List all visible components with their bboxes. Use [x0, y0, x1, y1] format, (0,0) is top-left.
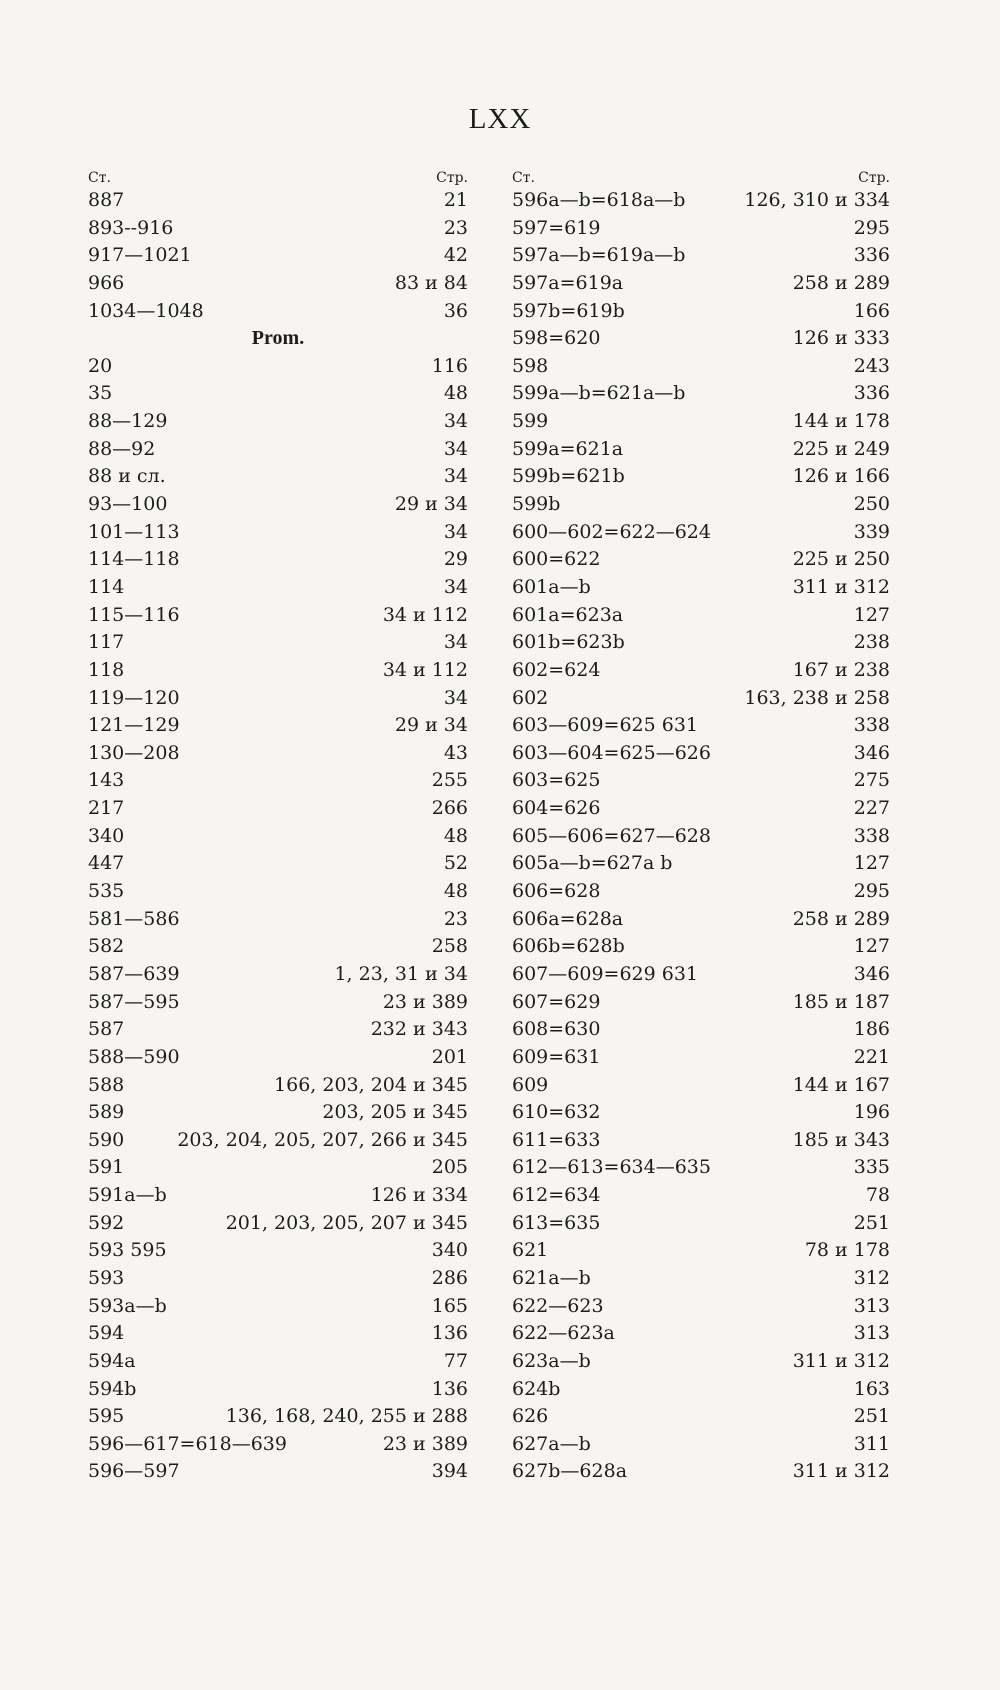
page-references: 48 — [443, 880, 468, 903]
right-index-column — [512, 170, 890, 1486]
index-row — [512, 1431, 890, 1459]
index-entry: 966 — [88, 271, 125, 294]
index-row — [88, 602, 468, 630]
page-references: 251 — [853, 1405, 890, 1428]
index-entry: 589 — [88, 1101, 125, 1124]
index-row — [88, 353, 468, 381]
index-row — [88, 546, 468, 574]
index-row — [88, 298, 468, 326]
page-references: 127 — [853, 603, 890, 626]
index-row — [88, 408, 468, 436]
index-entry: 88 и сл. — [88, 465, 166, 488]
page-references: 286 — [431, 1266, 468, 1289]
page-references: 225 и 249 — [792, 437, 890, 460]
index-row — [512, 1348, 890, 1376]
index-entry: 601a—b — [512, 575, 591, 598]
page-references: 221 — [853, 1045, 890, 1068]
page-references: 127 — [853, 935, 890, 958]
index-row — [512, 961, 890, 989]
index-row — [88, 1458, 468, 1486]
index-row — [512, 1099, 890, 1127]
index-row — [512, 1210, 890, 1238]
index-row — [88, 1293, 468, 1321]
index-entry: 588—590 — [88, 1045, 180, 1068]
index-row — [512, 906, 890, 934]
index-row — [88, 1044, 468, 1072]
page-references: 136 — [431, 1322, 468, 1345]
index-entry: 624b — [512, 1377, 561, 1400]
page-references: 311 и 312 — [792, 1460, 890, 1483]
index-entry: 604=626 — [512, 797, 601, 820]
page-references: 203, 205 и 345 — [322, 1101, 468, 1124]
page-references: 34 и 112 — [382, 603, 468, 626]
page-references: 34 — [443, 575, 468, 598]
page-references: 34 и 112 — [382, 658, 468, 681]
index-entry: 143 — [88, 769, 125, 792]
index-row — [88, 1431, 468, 1459]
index-row — [512, 1293, 890, 1321]
page-references: 43 — [443, 741, 468, 764]
index-entry: 587—595 — [88, 990, 180, 1013]
page-references: 23 — [443, 216, 468, 239]
page-references: 312 — [853, 1266, 890, 1289]
page-references: 29 и 34 — [394, 714, 468, 737]
index-entry: 597=619 — [512, 216, 601, 239]
index-entry: 119—120 — [88, 686, 180, 709]
index-row — [88, 685, 468, 713]
index-row — [88, 795, 468, 823]
index-entry: 600—602=622—624 — [512, 520, 711, 543]
page-references: 196 — [853, 1101, 890, 1124]
page-references: 36 — [443, 299, 468, 322]
index-row — [512, 436, 890, 464]
index-entry: 594 — [88, 1322, 125, 1345]
index-row — [88, 574, 468, 602]
index-row — [88, 187, 468, 215]
index-row — [88, 1403, 468, 1431]
index-row — [88, 1154, 468, 1182]
index-entry: 623a—b — [512, 1349, 591, 1372]
page-references: 78 — [865, 1184, 890, 1207]
index-row — [88, 215, 468, 243]
index-row — [88, 270, 468, 298]
index-entry: 601b=623b — [512, 631, 625, 654]
index-row — [512, 657, 890, 685]
index-row — [512, 574, 890, 602]
index-row — [88, 242, 468, 270]
index-row — [512, 519, 890, 547]
index-entry: 621a—b — [512, 1266, 591, 1289]
index-row — [512, 1458, 890, 1486]
page-references: 251 — [853, 1211, 890, 1234]
page-references: 23 и 389 — [382, 1432, 468, 1455]
page-references: 116 — [431, 354, 468, 377]
index-entry: 608=630 — [512, 1018, 601, 1041]
page-references: 250 — [853, 493, 890, 516]
index-entry: 597a—b=619a—b — [512, 244, 686, 267]
index-row — [512, 1154, 890, 1182]
index-entry: 606=628 — [512, 880, 601, 903]
index-entry: 593a—b — [88, 1294, 167, 1317]
page-references: 166 — [853, 299, 890, 322]
index-row — [88, 989, 468, 1017]
index-row — [88, 1265, 468, 1293]
page-references: 258 и 289 — [792, 271, 890, 294]
page-references: 339 — [853, 520, 890, 543]
index-row — [512, 463, 890, 491]
index-row — [512, 712, 890, 740]
index-row — [88, 933, 468, 961]
index-row — [512, 298, 890, 326]
index-row — [88, 850, 468, 878]
index-row — [512, 270, 890, 298]
index-entry: 595 — [88, 1405, 125, 1428]
section-heading: Prom. — [251, 327, 305, 350]
page-references: 83 и 84 — [394, 271, 468, 294]
index-entry: 130—208 — [88, 741, 180, 764]
page-references: 205 — [431, 1156, 468, 1179]
index-entry: 603—604=625—626 — [512, 741, 711, 764]
index-row — [512, 353, 890, 381]
index-entry: 594b — [88, 1377, 137, 1400]
page-references: 185 и 343 — [792, 1128, 890, 1151]
page-references: 78 и 178 — [804, 1239, 890, 1262]
index-row — [88, 629, 468, 657]
index-row — [88, 657, 468, 685]
column-header — [512, 170, 890, 186]
index-entry: 101—113 — [88, 520, 180, 543]
page-references: 201, 203, 205, 207 и 345 — [225, 1211, 468, 1234]
index-row — [512, 408, 890, 436]
index-row — [512, 242, 890, 270]
index-entry: 917—1021 — [88, 244, 192, 267]
page-references: 338 — [853, 824, 890, 847]
index-row — [512, 629, 890, 657]
index-entry: 606b=628b — [512, 935, 625, 958]
index-row — [512, 546, 890, 574]
index-entry: 598 — [512, 354, 549, 377]
index-entry: 611=633 — [512, 1128, 601, 1151]
index-entry: 610=632 — [512, 1101, 601, 1124]
page-references: 126 и 334 — [370, 1184, 468, 1207]
page-references: 311 — [853, 1432, 890, 1455]
index-entry: 535 — [88, 880, 125, 903]
page-references: 29 и 34 — [394, 493, 468, 516]
index-entry: 587—639 — [88, 962, 180, 985]
page-references: 258 и 289 — [792, 907, 890, 930]
index-row — [512, 1072, 890, 1100]
index-entry: 627b—628a — [512, 1460, 628, 1483]
page-references: 346 — [853, 741, 890, 764]
index-row — [88, 519, 468, 547]
index-entry: 118 — [88, 658, 125, 681]
index-entry: 601a=623a — [512, 603, 624, 626]
index-row — [512, 740, 890, 768]
page-references: 311 и 312 — [792, 575, 890, 598]
index-entry: 598=620 — [512, 327, 601, 350]
index-entry: 340 — [88, 824, 125, 847]
page-references: 163 — [853, 1377, 890, 1400]
index-entry: 115—116 — [88, 603, 180, 626]
page-references: 258 — [431, 935, 468, 958]
index-row — [88, 878, 468, 906]
index-entry: 599a=621a — [512, 437, 624, 460]
page-references: 311 и 312 — [792, 1349, 890, 1372]
column-header-entry: Ст. — [512, 170, 535, 186]
page-references: 34 — [443, 465, 468, 488]
index-entry: 587 — [88, 1018, 125, 1041]
index-row — [88, 491, 468, 519]
index-row — [88, 961, 468, 989]
column-header-pages: Стр. — [858, 170, 890, 186]
page-references: 295 — [853, 216, 890, 239]
index-row — [88, 823, 468, 851]
index-row — [88, 740, 468, 768]
index-row — [512, 187, 890, 215]
page-references: 313 — [853, 1294, 890, 1317]
index-row — [512, 491, 890, 519]
index-entry: 603—609=625 631 — [512, 714, 699, 737]
index-entry: 602 — [512, 686, 549, 709]
index-row — [512, 215, 890, 243]
page-references: 48 — [443, 824, 468, 847]
page-references: 185 и 187 — [792, 990, 890, 1013]
page-references: 336 — [853, 382, 890, 405]
page-references: 34 — [443, 686, 468, 709]
page-references: 21 — [443, 189, 468, 211]
index-entry: 599b=621b — [512, 465, 625, 488]
page-references: 225 и 250 — [792, 548, 890, 571]
index-entry: 593 595 — [88, 1239, 167, 1262]
index-entry: 622—623a — [512, 1322, 615, 1345]
index-entry: 612—613=634—635 — [512, 1156, 711, 1179]
index-row — [512, 1237, 890, 1265]
index-row — [88, 1127, 468, 1155]
page-references: 201 — [431, 1045, 468, 1068]
index-entry: 217 — [88, 797, 125, 820]
index-entry: 599b — [512, 493, 561, 516]
page-references: 338 — [853, 714, 890, 737]
page-references: 34 — [443, 410, 468, 433]
left-index-column — [88, 170, 468, 1486]
index-entry: 88—129 — [88, 410, 168, 433]
index-row — [512, 933, 890, 961]
index-row — [88, 906, 468, 934]
page-references: 52 — [443, 852, 468, 875]
page-references: 203, 204, 205, 207, 266 и 345 — [177, 1128, 468, 1151]
index-row — [512, 767, 890, 795]
page-references: 126 и 166 — [792, 465, 890, 488]
index-entry: 20 — [88, 354, 113, 377]
index-row — [88, 1210, 468, 1238]
page-references: 238 — [853, 631, 890, 654]
index-entry: 597a=619a — [512, 271, 624, 294]
page-references: 340 — [431, 1239, 468, 1262]
page-references: 394 — [431, 1460, 468, 1483]
index-entry: 893--916 — [88, 216, 174, 239]
column-header-entry: Ст. — [88, 170, 111, 186]
page-references: 335 — [853, 1156, 890, 1179]
index-row — [88, 1237, 468, 1265]
page-references: 167 и 238 — [792, 658, 890, 681]
page-references: 275 — [853, 769, 890, 792]
index-entry: 1034—1048 — [88, 299, 204, 322]
index-entry: 117 — [88, 631, 125, 654]
index-row — [512, 685, 890, 713]
page-references: 166, 203, 204 и 345 — [274, 1073, 468, 1096]
index-entry: 581—586 — [88, 907, 180, 930]
index-row — [512, 1044, 890, 1072]
index-entry: 88—92 — [88, 437, 156, 460]
index-row — [88, 712, 468, 740]
index-entry: 626 — [512, 1405, 549, 1428]
index-entry: 612=634 — [512, 1184, 601, 1207]
index-entry: 114—118 — [88, 548, 180, 571]
index-row — [512, 1265, 890, 1293]
index-entry: 447 — [88, 852, 125, 875]
index-entry: 121—129 — [88, 714, 180, 737]
index-entry: 609=631 — [512, 1045, 601, 1068]
index-row — [88, 1016, 468, 1044]
index-entry: 627a—b — [512, 1432, 591, 1455]
page-references: 346 — [853, 962, 890, 985]
page-references: 34 — [443, 437, 468, 460]
index-row — [88, 767, 468, 795]
page-references: 1, 23, 31 и 34 — [334, 962, 468, 985]
index-entry: 609 — [512, 1073, 549, 1096]
index-row — [88, 1099, 468, 1127]
index-entry: 93—100 — [88, 493, 168, 516]
index-entry: 592 — [88, 1211, 125, 1234]
index-entry: 588 — [88, 1073, 125, 1096]
index-entry: 887 — [88, 189, 125, 211]
index-entry: 593 — [88, 1266, 125, 1289]
page-references: 313 — [853, 1322, 890, 1345]
index-entry: 607—609=629 631 — [512, 962, 699, 985]
index-entry: 602=624 — [512, 658, 601, 681]
page-references: 23 — [443, 907, 468, 930]
index-row — [512, 989, 890, 1017]
index-row — [512, 1320, 890, 1348]
index-entry: 596a—b=618a—b — [512, 189, 686, 211]
index-row — [512, 795, 890, 823]
page-references: 144 и 167 — [792, 1073, 890, 1096]
page-references: 336 — [853, 244, 890, 267]
index-row — [512, 850, 890, 878]
index-entry: 590 — [88, 1128, 125, 1151]
index-entry: 582 — [88, 935, 125, 958]
index-entry: 605a—b=627a b — [512, 852, 673, 875]
index-entry: 114 — [88, 575, 125, 598]
page-references: 163, 238 и 258 — [744, 686, 890, 709]
page-references: 136, 168, 240, 255 и 288 — [225, 1405, 468, 1428]
index-entry: 599 — [512, 410, 549, 433]
page-references: 48 — [443, 382, 468, 405]
index-entry: 606a=628a — [512, 907, 624, 930]
page-references: 42 — [443, 244, 468, 267]
page-references: 227 — [853, 797, 890, 820]
page-number: LXX — [468, 103, 532, 135]
page-references: 243 — [853, 354, 890, 377]
index-row — [512, 1127, 890, 1155]
index-entry: 622—623 — [512, 1294, 604, 1317]
index-row — [512, 1016, 890, 1044]
page-references: 34 — [443, 631, 468, 654]
page-references: 34 — [443, 520, 468, 543]
page-references: 295 — [853, 880, 890, 903]
index-entry: 35 — [88, 382, 113, 405]
index-entry: 621 — [512, 1239, 549, 1262]
index-row — [88, 1376, 468, 1404]
column-header — [88, 170, 468, 186]
page-references: 126, 310 и 334 — [744, 189, 890, 211]
index-entry: 600=622 — [512, 548, 601, 571]
page-references: 232 и 343 — [370, 1018, 468, 1041]
index-entry: 605—606=627—628 — [512, 824, 711, 847]
index-row — [88, 1072, 468, 1100]
index-row — [512, 325, 890, 353]
index-entry: 596—617=618—639 — [88, 1432, 287, 1455]
index-row — [512, 602, 890, 630]
index-row — [512, 1376, 890, 1404]
index-row — [88, 380, 468, 408]
page-references: 29 — [443, 548, 468, 571]
index-entry: 596—597 — [88, 1460, 180, 1483]
index-row — [88, 1182, 468, 1210]
page-references: 144 и 178 — [792, 410, 890, 433]
column-header-pages: Стр. — [436, 170, 468, 186]
index-row — [88, 463, 468, 491]
page-references: 136 — [431, 1377, 468, 1400]
index-row — [512, 1182, 890, 1210]
index-row — [512, 380, 890, 408]
index-row — [512, 1403, 890, 1431]
page-references: 255 — [431, 769, 468, 792]
page-references: 186 — [853, 1018, 890, 1041]
page-references: 77 — [443, 1349, 468, 1372]
index-entry: 591a—b — [88, 1184, 167, 1207]
page-references: 126 и 333 — [792, 327, 890, 350]
index-entry: 594a — [88, 1349, 136, 1372]
index-entry: 591 — [88, 1156, 125, 1179]
index-row — [88, 436, 468, 464]
index-entry: 603=625 — [512, 769, 601, 792]
index-entry: 613=635 — [512, 1211, 601, 1234]
index-row — [512, 823, 890, 851]
index-row — [512, 878, 890, 906]
index-entry: 599a—b=621a—b — [512, 382, 686, 405]
page-references: 266 — [431, 797, 468, 820]
page-references: 165 — [431, 1294, 468, 1317]
page-references: 127 — [853, 852, 890, 875]
index-row — [88, 1320, 468, 1348]
index-row — [88, 1348, 468, 1376]
index-entry: 597b=619b — [512, 299, 625, 322]
index-entry: 607=629 — [512, 990, 601, 1013]
page-references: 23 и 389 — [382, 990, 468, 1013]
